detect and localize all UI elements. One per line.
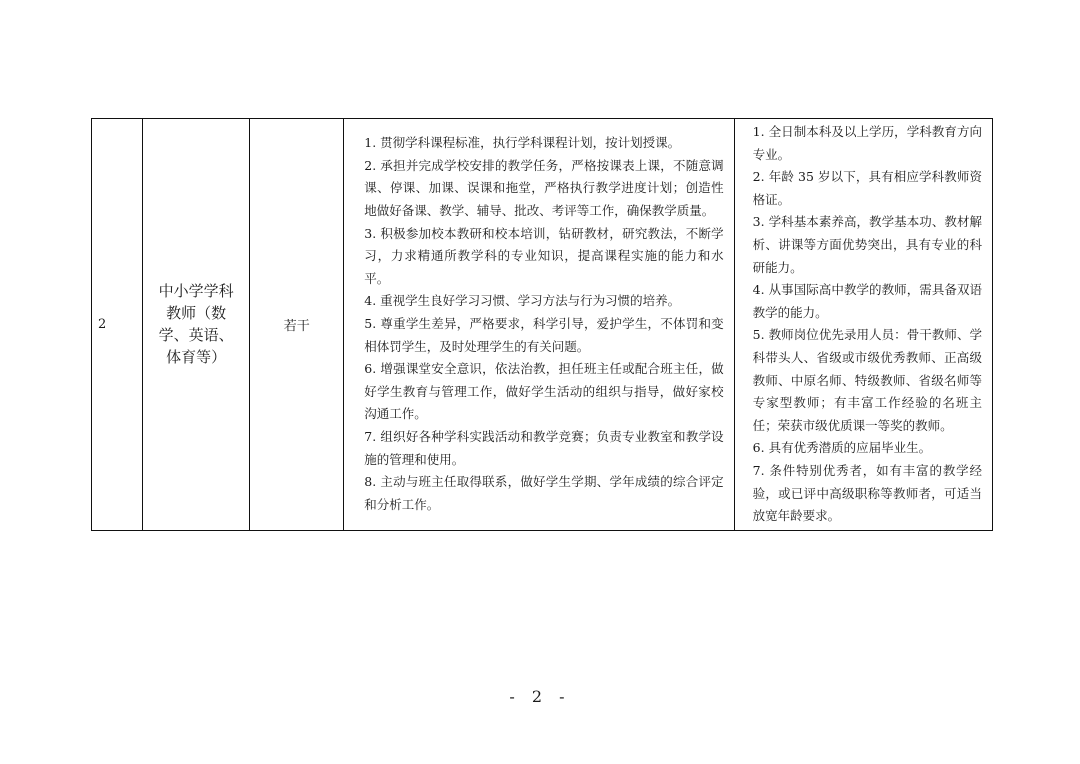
duty-item: 6. 增强课堂安全意识，依法治教，担任班主任或配合班主任，做好学生教育与管理工作，做好学生活动的组织与指导，做好家校沟通工作。	[364, 361, 724, 422]
job-requirements-table	[91, 118, 993, 531]
duty-item: 5. 尊重学生差异，严格要求，科学引导，爱护学生，不体罚和变相体罚学生，及时处理学生的有关问题。	[364, 316, 724, 354]
headcount: 若干	[283, 318, 310, 334]
requirement-item: 5. 教师岗位优先录用人员：骨干教师、学科带头人、省级或市级优秀教师、正高级教师、中原名师、特级教师、省级名师等专家型教师；有丰富工作经验的名班主任；荣获市级优质课一等奖的教师。	[752, 327, 982, 433]
row-number-cell	[92, 119, 143, 531]
requirement-item: 1. 全日制本科及以上学历，学科教育方向专业。	[752, 124, 982, 162]
requirement-item: 2. 年龄 35 岁以下，具有相应学科教师资格证。	[752, 169, 982, 207]
position-cell	[143, 119, 250, 531]
requirement-item: 6. 具有优秀潜质的应届毕业生。	[752, 440, 932, 456]
row-number: 2	[98, 316, 107, 332]
page-number: - 2 -	[509, 687, 571, 706]
duty-item: 4. 重视学生良好学习习惯、学习方法与行为习惯的培养。	[364, 293, 681, 309]
duty-item: 7. 组织好各种学科实践活动和教学竞赛；负责专业教室和教学设施的管理和使用。	[364, 429, 724, 467]
duties-cell	[344, 119, 734, 531]
requirement-item: 3. 学科基本素养高，教学基本功、教材解析、讲课等方面优势突出，具有专业的科研能力。	[752, 214, 982, 275]
duty-item: 2. 承担并完成学校安排的教学任务，严格按课表上课，不随意调课、停课、加课、误课和拖堂，严格执行教学进度计划；创造性地做好备课、教学、辅导、批改、考评等工作，确保教学质量。	[364, 157, 724, 219]
position-title: 中小学学科教师（数学、英语、体育等）	[158, 282, 234, 367]
duty-item: 1. 贯彻学科课程标准，执行学科课程计划，按计划授课。	[364, 135, 681, 151]
duty-item: 3. 积极参加校本教研和校本培训，钻研教材，研究教法，不断学习，力求精通所教学科的专业知识，提高课程实施的能力和水平。	[364, 225, 724, 286]
headcount-cell	[250, 119, 344, 531]
duty-item: 8. 主动与班主任取得联系，做好学生学期、学年成绩的综合评定和分析工作。	[364, 474, 724, 512]
requirement-item: 4. 从事国际高中教学的教师，需具备双语教学的能力。	[752, 282, 982, 320]
table-row	[92, 119, 993, 531]
requirements-cell	[734, 119, 992, 531]
requirement-item: 7. 条件特别优秀者，如有丰富的教学经验，或已评中高级职称等教师者，可适当放宽年龄要求。	[752, 462, 982, 524]
